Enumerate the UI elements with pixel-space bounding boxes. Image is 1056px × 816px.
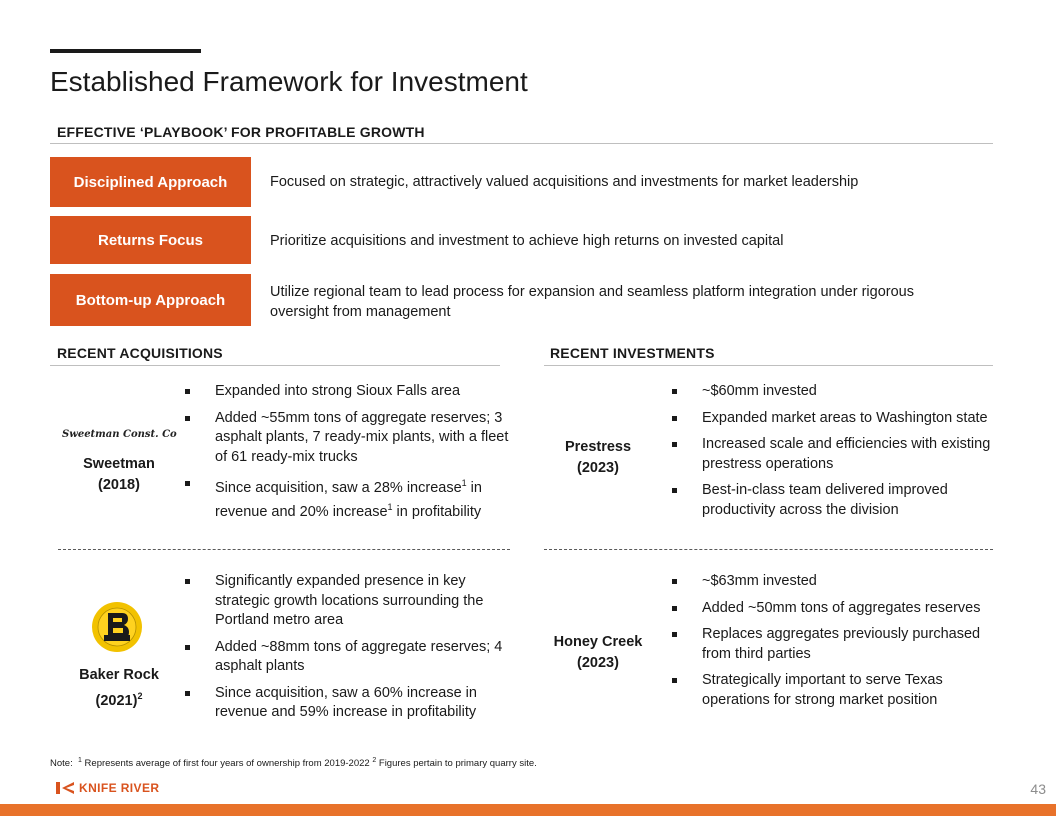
- investments-heading: RECENT INVESTMENTS: [550, 345, 715, 361]
- bullet-icon: [185, 691, 190, 696]
- prestress-bullets: [672, 382, 992, 527]
- bullet-icon: [185, 579, 190, 584]
- bottom-up-approach-label: Bottom-up Approach: [50, 274, 251, 326]
- playbook-heading: EFFECTIVE ‘PLAYBOOK’ FOR PROFITABLE GROWTH: [57, 124, 425, 140]
- bullet-icon: [672, 389, 677, 394]
- honey-creek-company: [543, 632, 653, 674]
- playbook-divider: [50, 143, 993, 144]
- bullet-icon: [672, 488, 677, 493]
- list-item: Expanded market areas to Washington state: [672, 409, 992, 429]
- list-item: Best-in-class team delivered improved productivity across the division: [672, 481, 992, 520]
- returns-focus-label: Returns Focus: [50, 216, 251, 264]
- bullet-icon: [672, 678, 677, 683]
- prestress-year: (2023): [577, 460, 619, 476]
- list-item: Added ~55mm tons of aggregate reserves; 3 asphalt plants, 7 ready-mix plants, with a fleet of 61 ready-mix trucks: [185, 409, 510, 468]
- sweetman-logo: [62, 424, 177, 442]
- baker-rock-year-wrap: [64, 686, 174, 712]
- list-item: Replaces aggregates previously purchased from third parties: [672, 625, 992, 664]
- list-item: Since acquisition, saw a 60% increase in revenue and 59% increase in profitability: [185, 684, 510, 723]
- sweetman-bullets: [185, 382, 510, 530]
- title-accent-bar: [50, 49, 201, 53]
- footnote: Note: $^1$ Represents average of first four years of ownership from 2019-2022 $^2$ Figures pertain to primary quarry site.: [50, 757, 537, 770]
- knife-river-mark-icon: [56, 782, 74, 794]
- bullet-icon: [672, 442, 677, 447]
- bullet-icon: [185, 645, 190, 650]
- disciplined-approach-label: Disciplined Approach: [50, 157, 251, 207]
- acquisitions-divider: [50, 365, 500, 366]
- prestress-name: Prestress: [564, 439, 632, 455]
- sweetman-name: Sweetman: [83, 456, 155, 472]
- baker-rock-year-sup: 2: [137, 691, 143, 701]
- bullet-icon: [672, 632, 677, 637]
- honey-creek-year: (2023): [577, 655, 619, 671]
- returns-focus-desc: Prioritize acquisitions and investment to achieve high returns on invested capital: [270, 233, 784, 249]
- page-number: 43: [1030, 781, 1046, 797]
- footer-bar: [0, 804, 1056, 816]
- bullet-icon: [672, 579, 677, 584]
- disciplined-approach-desc: Focused on strategic, attractively valued acquisitions and investments for market leadership: [270, 174, 859, 190]
- brand-name: KNIFE RIVER: [79, 781, 160, 795]
- list-item: Increased scale and efficiencies with existing prestress operations: [672, 435, 992, 474]
- sweetman-year: (2018): [98, 477, 140, 493]
- list-item: ~$60mm invested: [672, 382, 992, 402]
- page-title: Established Framework for Investment: [50, 66, 528, 97]
- brand-logo: [56, 781, 159, 795]
- bullet-icon: [185, 481, 190, 486]
- sweetman-company: [64, 454, 174, 496]
- list-item: ~$63mm invested: [672, 572, 992, 592]
- bullet-icon: [185, 416, 190, 421]
- honey-creek-bullets: [672, 572, 992, 717]
- honey-creek-name: Honey Creek: [553, 634, 643, 650]
- investments-divider: [544, 365, 993, 366]
- baker-rock-year: (2021): [95, 692, 138, 709]
- list-item: Since acquisition, saw a 28% increase$^1$ in revenue and 20% increase$^1$ in profitability: [185, 474, 510, 523]
- bullet-icon: [672, 606, 677, 611]
- list-item: Strategically important to serve Texas operations for strong market position: [672, 671, 992, 710]
- baker-rock-name: Baker Rock: [79, 667, 159, 683]
- list-item: Added ~88mm tons of aggregate reserves; 4 asphalt plants: [185, 638, 510, 677]
- list-item: Added ~50mm tons of aggregates reserves: [672, 599, 992, 619]
- bullet-icon: [672, 416, 677, 421]
- list-item: Significantly expanded presence in key strategic growth locations surrounding the Portland metro area: [185, 572, 510, 631]
- acquisitions-heading: RECENT ACQUISITIONS: [57, 345, 223, 361]
- sweetman-logo-text: Sweetman Const. Co: [62, 429, 177, 440]
- baker-rock-bullets: [185, 572, 510, 730]
- baker-rock-logo-icon: [91, 601, 143, 653]
- bullet-icon: [185, 389, 190, 394]
- acquisitions-row-divider: [58, 549, 510, 550]
- prestress-company: [543, 437, 653, 479]
- investments-row-divider: [544, 549, 993, 550]
- baker-rock-logo: [91, 601, 143, 653]
- bottom-up-approach-desc: Utilize regional team to lead process for expansion and seamless platform integration under rigorous oversight from management: [270, 284, 914, 320]
- list-item: Expanded into strong Sioux Falls area: [185, 382, 510, 402]
- baker-rock-company: [64, 665, 174, 712]
